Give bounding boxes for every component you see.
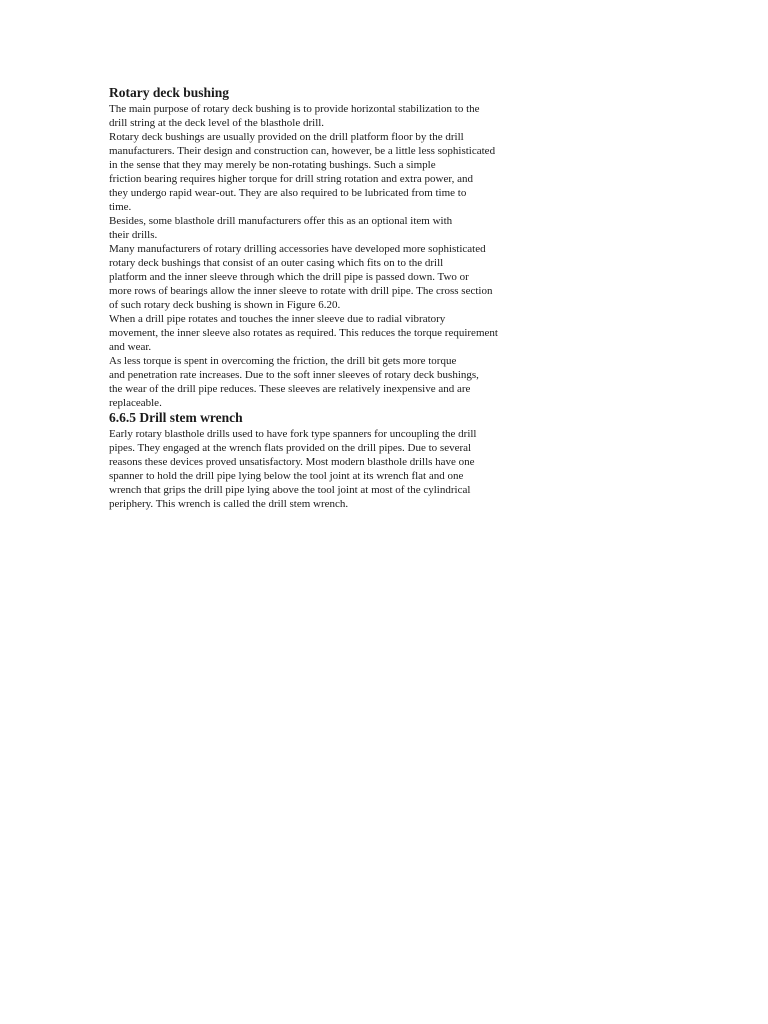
text-line: reasons these devices proved unsatisfactory. Most modern blasthole drills have one — [109, 456, 475, 468]
text-line: they undergo rapid wear-out. They are also required to be lubricated from time to — [109, 187, 467, 199]
section-rotary-deck-bushing — [109, 85, 579, 410]
section-heading: 6.6.5 Drill stem wrench — [109, 410, 243, 425]
text-line: and penetration rate increases. Due to the soft inner sleeves of rotary deck bushings, — [109, 369, 479, 381]
section-heading: Rotary deck bushing — [109, 85, 230, 100]
text-line: rotary deck bushings that consist of an outer casing which fits on to the drill — [109, 257, 444, 269]
text-line: When a drill pipe rotates and touches the inner sleeve due to radial vibratory — [109, 313, 446, 325]
text-line: Besides, some blasthole drill manufacturers offer this as an optional item with — [109, 215, 453, 227]
text-line: of such rotary deck bushing is shown in Figure 6.20. — [109, 299, 341, 311]
text-line: in the sense that they may merely be non-rotating bushings. Such a simple — [109, 159, 436, 171]
text-line: their drills. — [109, 229, 158, 241]
document-page — [109, 85, 579, 511]
text-line: periphery. This wrench is called the drill stem wrench. — [109, 498, 349, 510]
text-line: Early rotary blasthole drills used to have fork type spanners for uncoupling the drill — [109, 428, 477, 440]
text-line: the wear of the drill pipe reduces. These sleeves are relatively inexpensive and are — [109, 383, 471, 395]
text-line: replaceable. — [109, 397, 162, 409]
text-line: As less torque is spent in overcoming the friction, the drill bit gets more torque — [109, 355, 457, 367]
text-line: wrench that grips the drill pipe lying above the tool joint at most of the cylindrical — [109, 484, 471, 496]
text-line: time. — [109, 201, 132, 213]
text-line: spanner to hold the drill pipe lying below the tool joint at its wrench flat and one — [109, 470, 464, 482]
section-body — [109, 102, 579, 410]
text-line: manufacturers. Their design and construction can, however, be a little less sophisticated — [109, 145, 496, 157]
text-line: pipes. They engaged at the wrench flats provided on the drill pipes. Due to several — [109, 442, 472, 454]
text-line: movement, the inner sleeve also rotates as required. This reduces the torque requirement — [109, 327, 498, 339]
section-drill-stem-wrench — [109, 410, 579, 511]
text-line: Many manufacturers of rotary drilling accessories have developed more sophisticated — [109, 243, 486, 255]
text-line: and wear. — [109, 341, 152, 353]
text-line: The main purpose of rotary deck bushing is to provide horizontal stabilization to the — [109, 103, 480, 115]
text-line: platform and the inner sleeve through which the drill pipe is passed down. Two or — [109, 271, 469, 283]
text-line: drill string at the deck level of the blasthole drill. — [109, 117, 325, 129]
text-line: more rows of bearings allow the inner sleeve to rotate with drill pipe. The cross section — [109, 285, 493, 297]
text-line: friction bearing requires higher torque for drill string rotation and extra power, and — [109, 173, 473, 185]
text-line: Rotary deck bushings are usually provided on the drill platform floor by the drill — [109, 131, 464, 143]
section-body — [109, 427, 579, 511]
